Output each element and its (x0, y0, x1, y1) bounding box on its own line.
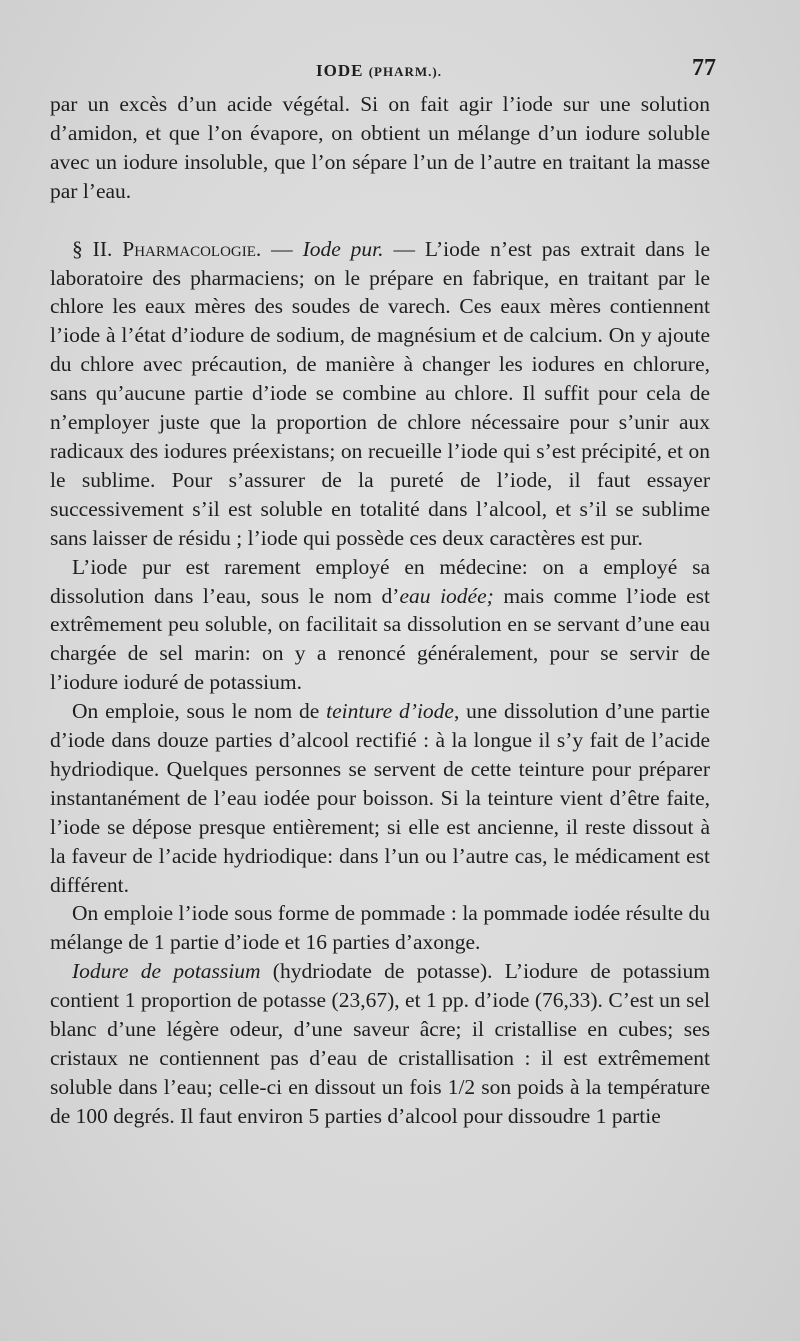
page-number: 77 (692, 55, 716, 81)
page-header (50, 55, 716, 85)
italic-term: Iodure de potassium (72, 959, 261, 984)
paragraph-text: , une dissolution d’une partie d’iode dans douze parties d’alcool rectifié : à la longue il s’y fait de l’acide hydriodique. Quelques personnes se servent de cette teinture pour préparer instantanément de l’eau iodée pour boisson. Si la teinture vient d’être faite, l’iode se dépose presque entièrement; si elle est ancienne, il reste dissout à la faveur de l’acide hydriodique: dans l’un ou l’autre cas, le médicament est différent. (50, 699, 710, 897)
paragraph-text: mais comme l’iode est extrêmement peu soluble, on facilitait sa dissolution en se servant d’une eau chargée de sel marin: on y a renoncé généralement, pour se servir de l’iodure ioduré de potassium. (50, 583, 711, 695)
subheading: Iode pur. (302, 236, 384, 261)
running-head-paren: (PHARM.). (368, 64, 442, 79)
paragraph-text: par un excès d’un acide végétal. Si on fait agir l’iode sur une solution d’amidon, et que l’on évapore, on obtient un mélange d’un iodure soluble avec un iodure insoluble, que l’on sépare l’un de l’autre en traitant la masse par l’eau. (50, 92, 710, 203)
italic-term: teinture d’iode (326, 699, 454, 724)
paragraph-text: On emploie l’iode sous forme de pommade : la pommade iodée résulte du mélange de 1 partie d’iode et 16 parties d’axonge. (50, 901, 710, 955)
paragraph-teinture (50, 697, 710, 899)
section-title: Pharmacologie. (122, 236, 262, 261)
paragraph-iodure-potassium (50, 957, 710, 1130)
running-head-main: IODE (316, 61, 364, 80)
paragraph-text: On emploie, sous le nom de (72, 699, 327, 724)
paragraph-text: (hydriodate de potasse). L’iodure de potassium contient 1 proportion de potasse (23,67), et 1 pp. d’iode (76,33). C’est un sel blanc d’une légère odeur, d’une saveur âcre; il cristallise en cubes; ses cristaux ne contiennent pas d’eau de cristallisation : il est extrêmement soluble dans l’eau; celle-ci en dissout un fois 1/2 son poids à la température de 100 degrés. Il faut environ 5 parties d’alcool pour dissoudre 1 partie (50, 959, 710, 1128)
section-dash: — (261, 236, 303, 261)
paragraph-pommade (50, 899, 710, 957)
italic-term: eau iodée; (399, 583, 494, 608)
running-head (50, 61, 708, 81)
paragraph-eau-iodee (50, 553, 710, 698)
paragraph-continuation (50, 90, 710, 206)
paragraph-text: — L’iode n’est pas extrait dans le laboratoire des pharmaciens; on le prépare en fabrique, en traitant par le chlore les eaux mères des soudes de varech. Ces eaux mères contiennent l’iode à l’état d’iodure de sodium, de magnésium et de calcium. On y ajoute du chlore avec précaution, de manière à changer les iodures en chlorure, sans qu’aucune partie d’iode se combine au chlore. Il suffit pour cela de n’employer juste que la proportion de chlore nécessaire pour s’unir aux radicaux des iodures préexistans; on recueille l’iode qui s’est précipité, et on le sublime. Pour s’assurer de la pureté de l’iode, il faut essayer successivement s’il est soluble en totalité dans l’alcool, et s’il se sublime sans laisser de résidu ; l’iode qui possède ces deux caractères est pur. (50, 236, 711, 550)
paragraph-section-heading (50, 235, 710, 553)
section-number: § II. (72, 236, 113, 261)
page-body (50, 90, 710, 1131)
paragraph-text: L’iode pur est rarement employé en médecine: on a employé sa dissolution dans l’eau, sous le nom d’ (50, 554, 710, 608)
